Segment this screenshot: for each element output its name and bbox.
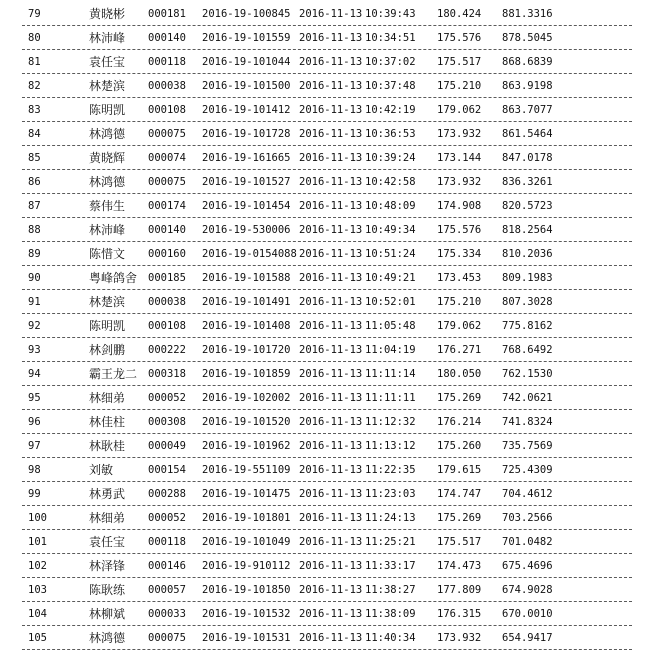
table-row <box>22 74 632 98</box>
rank-cell: 86 <box>28 176 41 188</box>
speed-cell: 768.6492 <box>502 344 553 356</box>
ring-number-cell: 000154 <box>148 464 186 476</box>
ring-number-cell: 000049 <box>148 440 186 452</box>
band-code-cell: 2016-19-102002 <box>202 392 291 404</box>
table-row <box>22 578 632 602</box>
arrival-date-cell: 2016-11-13 <box>299 272 363 284</box>
arrival-date-cell: 2016-11-13 <box>299 368 363 380</box>
ring-number-cell: 000140 <box>148 32 186 44</box>
ring-number-cell: 000038 <box>148 296 186 308</box>
arrival-date-cell: 2016-11-13 <box>299 296 363 308</box>
distance-cell: 180.050 <box>437 368 482 380</box>
distance-cell: 176.214 <box>437 416 482 428</box>
distance-cell: 176.271 <box>437 344 482 356</box>
ring-number-cell: 000118 <box>148 536 186 548</box>
rank-cell: 84 <box>28 128 41 140</box>
arrival-date-cell: 2016-11-13 <box>299 128 363 140</box>
distance-cell: 173.144 <box>437 152 482 164</box>
speed-cell: 809.1983 <box>502 272 553 284</box>
arrival-time-cell: 11:23:03 <box>365 488 416 500</box>
arrival-time-cell: 11:13:12 <box>365 440 416 452</box>
band-code-cell: 2016-19-101859 <box>202 368 291 380</box>
table-row <box>22 290 632 314</box>
ring-number-cell: 000181 <box>148 8 186 20</box>
rank-cell: 87 <box>28 200 41 212</box>
rank-cell: 88 <box>28 224 41 236</box>
arrival-date-cell: 2016-11-13 <box>299 56 363 68</box>
arrival-date-cell: 2016-11-13 <box>299 176 363 188</box>
ring-number-cell: 000075 <box>148 632 186 644</box>
ring-number-cell: 000038 <box>148 80 186 92</box>
table-row <box>22 434 632 458</box>
speed-cell: 863.9198 <box>502 80 553 92</box>
arrival-time-cell: 10:39:43 <box>365 8 416 20</box>
speed-cell: 820.5723 <box>502 200 553 212</box>
arrival-date-cell: 2016-11-13 <box>299 464 363 476</box>
table-row <box>22 194 632 218</box>
table-row <box>22 50 632 74</box>
name-cell: 林楚滨 <box>89 295 126 309</box>
distance-cell: 175.576 <box>437 32 482 44</box>
name-cell: 袁任宝 <box>89 55 126 69</box>
arrival-date-cell: 2016-11-13 <box>299 320 363 332</box>
band-code-cell: 2016-19-101475 <box>202 488 291 500</box>
rank-cell: 91 <box>28 296 41 308</box>
name-cell: 林鸿德 <box>89 127 126 141</box>
rank-cell: 101 <box>28 536 47 548</box>
arrival-date-cell: 2016-11-13 <box>299 8 363 20</box>
band-code-cell: 2016-19-101532 <box>202 608 291 620</box>
arrival-date-cell: 2016-11-13 <box>299 584 363 596</box>
arrival-time-cell: 11:12:32 <box>365 416 416 428</box>
distance-cell: 173.453 <box>437 272 482 284</box>
ring-number-cell: 000075 <box>148 128 186 140</box>
band-code-cell: 2016-19-101559 <box>202 32 291 44</box>
rank-cell: 81 <box>28 56 41 68</box>
distance-cell: 175.210 <box>437 80 482 92</box>
rank-cell: 95 <box>28 392 41 404</box>
arrival-date-cell: 2016-11-13 <box>299 632 363 644</box>
band-code-cell: 2016-19-101491 <box>202 296 291 308</box>
distance-cell: 179.615 <box>437 464 482 476</box>
band-code-cell: 2016-19-101412 <box>202 104 291 116</box>
table-row <box>22 242 632 266</box>
distance-cell: 173.932 <box>437 128 482 140</box>
speed-cell: 810.2036 <box>502 248 553 260</box>
band-code-cell: 2016-19-101520 <box>202 416 291 428</box>
speed-cell: 861.5464 <box>502 128 553 140</box>
rank-cell: 89 <box>28 248 41 260</box>
rank-cell: 85 <box>28 152 41 164</box>
table-row <box>22 482 632 506</box>
ring-number-cell: 000108 <box>148 320 186 332</box>
table-row <box>22 362 632 386</box>
distance-cell: 174.908 <box>437 200 482 212</box>
table-row <box>22 146 632 170</box>
arrival-time-cell: 10:48:09 <box>365 200 416 212</box>
arrival-date-cell: 2016-11-13 <box>299 152 363 164</box>
arrival-time-cell: 11:11:11 <box>365 392 416 404</box>
arrival-time-cell: 11:38:09 <box>365 608 416 620</box>
speed-cell: 725.4309 <box>502 464 553 476</box>
ring-number-cell: 000174 <box>148 200 186 212</box>
results-table <box>22 0 632 650</box>
table-row <box>22 458 632 482</box>
band-code-cell: 2016-19-530006 <box>202 224 291 236</box>
arrival-time-cell: 11:25:21 <box>365 536 416 548</box>
ring-number-cell: 000288 <box>148 488 186 500</box>
distance-cell: 174.473 <box>437 560 482 572</box>
rank-cell: 82 <box>28 80 41 92</box>
arrival-time-cell: 11:33:17 <box>365 560 416 572</box>
rank-cell: 80 <box>28 32 41 44</box>
rank-cell: 93 <box>28 344 41 356</box>
distance-cell: 179.062 <box>437 320 482 332</box>
distance-cell: 174.747 <box>437 488 482 500</box>
name-cell: 陈明凯 <box>89 103 126 117</box>
table-row <box>22 338 632 362</box>
name-cell: 黄晓辉 <box>89 151 126 165</box>
arrival-time-cell: 11:38:27 <box>365 584 416 596</box>
speed-cell: 881.3316 <box>502 8 553 20</box>
distance-cell: 175.260 <box>437 440 482 452</box>
name-cell: 林佳柱 <box>89 415 126 429</box>
arrival-time-cell: 10:49:21 <box>365 272 416 284</box>
ring-number-cell: 000052 <box>148 392 186 404</box>
name-cell: 袁任宝 <box>89 535 126 549</box>
distance-cell: 175.576 <box>437 224 482 236</box>
arrival-time-cell: 10:49:34 <box>365 224 416 236</box>
band-code-cell: 2016-19-101049 <box>202 536 291 548</box>
name-cell: 林细弟 <box>89 511 126 525</box>
band-code-cell: 2016-19-551109 <box>202 464 291 476</box>
ring-number-cell: 000146 <box>148 560 186 572</box>
rank-cell: 94 <box>28 368 41 380</box>
arrival-date-cell: 2016-11-13 <box>299 344 363 356</box>
name-cell: 陈耿练 <box>89 583 126 597</box>
speed-cell: 807.3028 <box>502 296 553 308</box>
band-code-cell: 2016-19-101527 <box>202 176 291 188</box>
name-cell: 林泽锋 <box>89 559 126 573</box>
name-cell: 霸王龙二 <box>89 367 138 381</box>
speed-cell: 762.1530 <box>502 368 553 380</box>
band-code-cell: 2016-19-101500 <box>202 80 291 92</box>
ring-number-cell: 000318 <box>148 368 186 380</box>
band-code-cell: 2016-19-161665 <box>202 152 291 164</box>
table-row <box>22 530 632 554</box>
rank-cell: 98 <box>28 464 41 476</box>
distance-cell: 175.269 <box>437 512 482 524</box>
name-cell: 林鸿德 <box>89 175 126 189</box>
speed-cell: 701.0482 <box>502 536 553 548</box>
rank-cell: 100 <box>28 512 47 524</box>
name-cell: 林楚滨 <box>89 79 126 93</box>
band-code-cell: 2016-19-101801 <box>202 512 291 524</box>
speed-cell: 847.0178 <box>502 152 553 164</box>
ring-number-cell: 000185 <box>148 272 186 284</box>
speed-cell: 735.7569 <box>502 440 553 452</box>
arrival-time-cell: 11:11:14 <box>365 368 416 380</box>
table-row <box>22 554 632 578</box>
speed-cell: 836.3261 <box>502 176 553 188</box>
table-row <box>22 26 632 50</box>
ring-number-cell: 000308 <box>148 416 186 428</box>
ring-number-cell: 000108 <box>148 104 186 116</box>
band-code-cell: 2016-19-101531 <box>202 632 291 644</box>
band-code-cell: 2016-19-101408 <box>202 320 291 332</box>
rank-cell: 97 <box>28 440 41 452</box>
distance-cell: 175.517 <box>437 536 482 548</box>
arrival-time-cell: 10:52:01 <box>365 296 416 308</box>
name-cell: 林剑鹏 <box>89 343 126 357</box>
table-row <box>22 0 632 26</box>
speed-cell: 675.4696 <box>502 560 553 572</box>
speed-cell: 703.2566 <box>502 512 553 524</box>
name-cell: 林沛峰 <box>89 223 126 237</box>
name-cell: 林沛峰 <box>89 31 126 45</box>
table-row <box>22 266 632 290</box>
ring-number-cell: 000057 <box>148 584 186 596</box>
arrival-time-cell: 10:37:48 <box>365 80 416 92</box>
band-code-cell: 2016-19-101728 <box>202 128 291 140</box>
table-row <box>22 218 632 242</box>
arrival-date-cell: 2016-11-13 <box>299 104 363 116</box>
arrival-date-cell: 2016-11-13 <box>299 80 363 92</box>
rank-cell: 90 <box>28 272 41 284</box>
ring-number-cell: 000118 <box>148 56 186 68</box>
distance-cell: 173.932 <box>437 176 482 188</box>
name-cell: 林勇武 <box>89 487 126 501</box>
rank-cell: 96 <box>28 416 41 428</box>
ring-number-cell: 000160 <box>148 248 186 260</box>
arrival-time-cell: 10:34:51 <box>365 32 416 44</box>
table-row <box>22 506 632 530</box>
arrival-time-cell: 11:22:35 <box>365 464 416 476</box>
ring-number-cell: 000074 <box>148 152 186 164</box>
name-cell: 林细弟 <box>89 391 126 405</box>
speed-cell: 741.8324 <box>502 416 553 428</box>
table-row <box>22 602 632 626</box>
name-cell: 黄晓彬 <box>89 7 126 21</box>
band-code-cell: 2016-19-0154088 <box>202 248 297 260</box>
speed-cell: 818.2564 <box>502 224 553 236</box>
arrival-date-cell: 2016-11-13 <box>299 512 363 524</box>
speed-cell: 654.9417 <box>502 632 553 644</box>
table-row <box>22 626 632 650</box>
arrival-date-cell: 2016-11-13 <box>299 488 363 500</box>
arrival-date-cell: 2016-11-13 <box>299 32 363 44</box>
arrival-date-cell: 2016-11-13 <box>299 608 363 620</box>
distance-cell: 179.062 <box>437 104 482 116</box>
speed-cell: 775.8162 <box>502 320 553 332</box>
arrival-time-cell: 10:39:24 <box>365 152 416 164</box>
rank-cell: 104 <box>28 608 47 620</box>
band-code-cell: 2016-19-101454 <box>202 200 291 212</box>
ring-number-cell: 000052 <box>148 512 186 524</box>
band-code-cell: 2016-19-101588 <box>202 272 291 284</box>
band-code-cell: 2016-19-100845 <box>202 8 291 20</box>
speed-cell: 742.0621 <box>502 392 553 404</box>
rank-cell: 102 <box>28 560 47 572</box>
ring-number-cell: 000222 <box>148 344 186 356</box>
arrival-date-cell: 2016-11-13 <box>299 416 363 428</box>
arrival-date-cell: 2016-11-13 <box>299 440 363 452</box>
speed-cell: 868.6839 <box>502 56 553 68</box>
name-cell: 林鸿德 <box>89 631 126 645</box>
name-cell: 蔡伟生 <box>89 199 126 213</box>
distance-cell: 180.424 <box>437 8 482 20</box>
ring-number-cell: 000075 <box>148 176 186 188</box>
rank-cell: 103 <box>28 584 47 596</box>
distance-cell: 175.334 <box>437 248 482 260</box>
arrival-time-cell: 10:37:02 <box>365 56 416 68</box>
speed-cell: 704.4612 <box>502 488 553 500</box>
name-cell: 陈明凯 <box>89 319 126 333</box>
speed-cell: 878.5045 <box>502 32 553 44</box>
distance-cell: 173.932 <box>437 632 482 644</box>
distance-cell: 176.315 <box>437 608 482 620</box>
table-row <box>22 314 632 338</box>
name-cell: 林耿桂 <box>89 439 126 453</box>
arrival-time-cell: 10:42:19 <box>365 104 416 116</box>
distance-cell: 175.517 <box>437 56 482 68</box>
table-row <box>22 386 632 410</box>
band-code-cell: 2016-19-910112 <box>202 560 291 572</box>
distance-cell: 177.809 <box>437 584 482 596</box>
distance-cell: 175.269 <box>437 392 482 404</box>
arrival-time-cell: 11:40:34 <box>365 632 416 644</box>
band-code-cell: 2016-19-101720 <box>202 344 291 356</box>
arrival-time-cell: 11:04:19 <box>365 344 416 356</box>
band-code-cell: 2016-19-101044 <box>202 56 291 68</box>
arrival-date-cell: 2016-11-13 <box>299 248 363 260</box>
speed-cell: 670.0010 <box>502 608 553 620</box>
arrival-date-cell: 2016-11-13 <box>299 224 363 236</box>
name-cell: 陈惜文 <box>89 247 126 261</box>
table-row <box>22 98 632 122</box>
table-row <box>22 122 632 146</box>
speed-cell: 863.7077 <box>502 104 553 116</box>
band-code-cell: 2016-19-101850 <box>202 584 291 596</box>
arrival-date-cell: 2016-11-13 <box>299 560 363 572</box>
arrival-date-cell: 2016-11-13 <box>299 392 363 404</box>
name-cell: 刘敏 <box>89 463 114 477</box>
arrival-time-cell: 11:24:13 <box>365 512 416 524</box>
arrival-date-cell: 2016-11-13 <box>299 200 363 212</box>
rank-cell: 79 <box>28 8 41 20</box>
distance-cell: 175.210 <box>437 296 482 308</box>
band-code-cell: 2016-19-101962 <box>202 440 291 452</box>
arrival-time-cell: 10:36:53 <box>365 128 416 140</box>
arrival-date-cell: 2016-11-13 <box>299 536 363 548</box>
arrival-time-cell: 10:51:24 <box>365 248 416 260</box>
rank-cell: 92 <box>28 320 41 332</box>
rank-cell: 105 <box>28 632 47 644</box>
arrival-time-cell: 10:42:58 <box>365 176 416 188</box>
ring-number-cell: 000140 <box>148 224 186 236</box>
name-cell: 粤峰鸽舍 <box>89 271 138 285</box>
rank-cell: 99 <box>28 488 41 500</box>
speed-cell: 674.9028 <box>502 584 553 596</box>
rank-cell: 83 <box>28 104 41 116</box>
arrival-time-cell: 11:05:48 <box>365 320 416 332</box>
table-row <box>22 410 632 434</box>
table-row <box>22 170 632 194</box>
name-cell: 林柳斌 <box>89 607 126 621</box>
ring-number-cell: 000033 <box>148 608 186 620</box>
